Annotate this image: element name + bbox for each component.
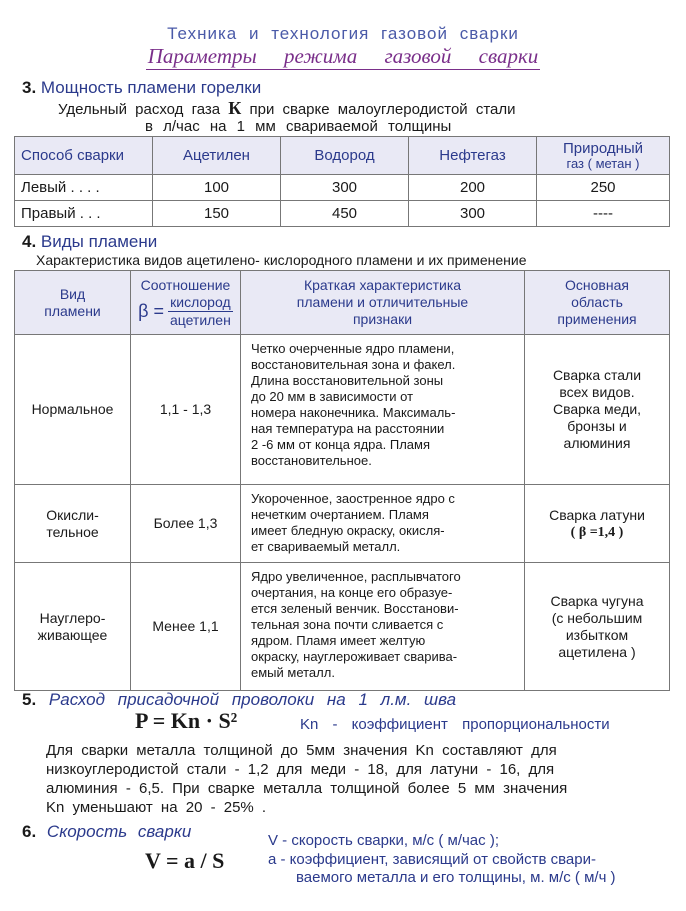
col-header-desc: Краткая характеристика пламени и отличительные признаки (241, 271, 525, 335)
section-3-line1: Удельный расход газа К при сварке малоуглеродистой стали (58, 98, 516, 118)
cell: 450 (281, 201, 409, 227)
welding-speed-formula: V = a / S (145, 848, 225, 873)
table-row (15, 335, 670, 485)
cell-desc: Ядро увеличенное, расплывчатого очертания, на конце его образуе- ется зеленый венчик. Восстанови- тельная зона почти сливается с ядром. Пламя имеет желтую окраску, науглероживает сварива- емый металл. (241, 563, 525, 691)
a-definition-line2: ваемого металла и его толщины, м. м/с ( м/ч ) (296, 869, 616, 886)
cell: 250 (537, 175, 670, 201)
section-5-p1: Для сварки металла толщиной до 5мм значения Kn составляют для (46, 742, 557, 759)
cell-use: Сварка стали всех видов. Сварка меди, бронзы и алюминия (525, 335, 670, 485)
col-header-ratio: Соотношение β = $\frac{\text{кислород}}{\text{ацетилен}}$ (131, 271, 241, 335)
a-definition-line1: a - коэффициент, зависящий от свойств свари- (268, 851, 596, 868)
cell-kind: Науглеро- живающее (15, 563, 131, 691)
section-3-heading: 3. Мощность пламени горелки (22, 78, 262, 97)
cell-use: Сварка чугуна (с небольшим избытком ацетилена ) (525, 563, 670, 691)
col-header: Водород (281, 137, 409, 175)
cell: 300 (281, 175, 409, 201)
table-row (15, 201, 670, 227)
cell-desc: Четко очерченные ядро пламени, восстановительная зона и факел. Длина восстановительной зоны до 20 мм в зависимости от номера наконечника. Максималь- ная температура на расстоянии 2 -6 мм от конца ядра. Пламя восстановительное. (241, 335, 525, 485)
table-row (15, 175, 670, 201)
flame-types-table (14, 270, 670, 691)
section-4-heading: 4. Виды пламени (22, 232, 158, 251)
col-header-use: Основная область применения (525, 271, 670, 335)
cell-kind: Нормальное (15, 335, 131, 485)
section-5-p2: низкоуглеродистой стали - 1,2 для меди - 18, для латуни - 16, для (46, 761, 555, 778)
cell: 200 (409, 175, 537, 201)
col-header-kind: Вид пламени (15, 271, 131, 335)
page-title: Параметры режима газовой сварки (147, 44, 539, 68)
section-4-subtitle: Характеристика видов ацетилено- кислородного пламени и их применение (36, 252, 527, 268)
cell: 100 (153, 175, 281, 201)
cell-ratio: 1,1 - 1,3 (131, 335, 241, 485)
section-3-line2: в л/час на 1 мм свариваемой толщины (145, 118, 452, 135)
kn-definition: Kn - коэффициент пропорциональности (300, 716, 610, 733)
cell-desc: Укороченное, заостренное ядро с нечетким очертанием. Пламя имеет бледную окраску, окисля- ет свариваемый металл. (241, 485, 525, 563)
cell-use: Сварка латуни ( β =1,4 ) (525, 485, 670, 563)
col-header: Ацетилен (153, 137, 281, 175)
col-header: Природный газ ( метан ) (537, 137, 670, 175)
section-5-heading: 5. Расход присадочной проволоки на 1 л.м. шва (22, 690, 457, 709)
v-definition: V - скорость сварки, м/с ( м/час ); (268, 832, 499, 849)
table-row (15, 485, 670, 563)
cell: ---- (537, 201, 670, 227)
cell-ratio: Менее 1,1 (131, 563, 241, 691)
cell: Левый . . . . (15, 175, 153, 201)
section-5-p4: Kn уменьшают на 20 - 25% . (46, 799, 267, 816)
table-row (15, 563, 670, 691)
cell-ratio: Более 1,3 (131, 485, 241, 563)
gas-consumption-table (14, 136, 670, 227)
cell-kind: Окисли- тельное (15, 485, 131, 563)
col-header: Нефтегаз (409, 137, 537, 175)
cell: Правый . . . (15, 201, 153, 227)
subject-heading: Техника и технология газовой сварки (167, 24, 519, 43)
section-6-heading: 6. Скорость сварки (22, 822, 192, 841)
cell: 300 (409, 201, 537, 227)
cell: 150 (153, 201, 281, 227)
col-header: Способ сварки (15, 137, 153, 175)
section-5-p3: алюминия - 6,5. При сварке металла толщиной более 5 мм значения (46, 780, 568, 797)
wire-consumption-formula: P = Kn · S² (135, 708, 238, 733)
